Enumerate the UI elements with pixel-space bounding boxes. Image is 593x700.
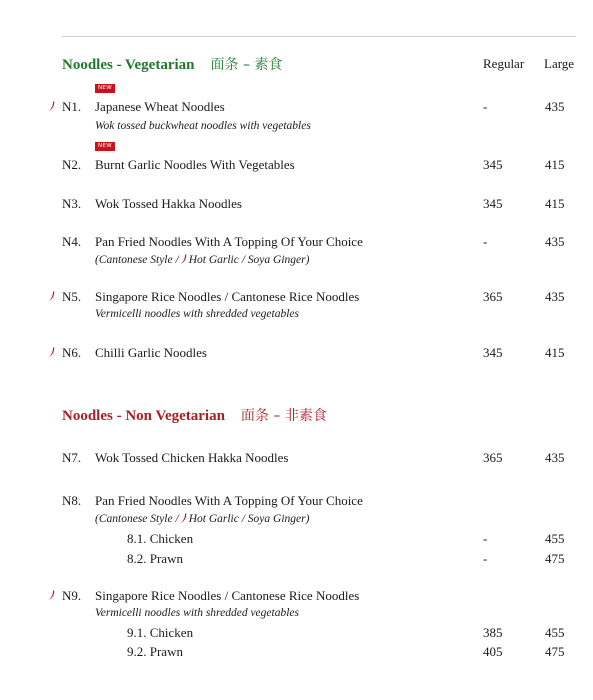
price-large: 415 — [545, 157, 565, 172]
price-large: 435 — [545, 450, 565, 465]
item-description — [95, 254, 309, 266]
new-badge: NEW — [95, 84, 115, 93]
item-name: Wok Tossed Hakka Noodles — [95, 196, 242, 211]
item-name: Pan Fried Noodles With A Topping Of Your Choice — [95, 234, 363, 249]
section-title-text: Noodles - Non Vegetarian — [62, 408, 225, 424]
price-large: 435 — [545, 234, 565, 249]
sub-item-label: 9.1. Chicken — [127, 625, 194, 640]
item-description: Wok tossed buckwheat noodles with vegetables — [95, 120, 311, 132]
new-badge: NEW — [95, 142, 115, 151]
price-regular: - — [483, 99, 488, 114]
chili-icon — [48, 347, 56, 357]
price-regular: 345 — [483, 345, 503, 360]
description-part: Hot Garlic / Soya Ginger) — [188, 513, 310, 525]
section-title-vegetarian — [62, 54, 282, 74]
item-description: Vermicelli noodles with shredded vegetables — [95, 607, 299, 619]
item-name: Singapore Rice Noodles / Cantonese Rice Noodles — [95, 289, 360, 304]
price-regular: 365 — [483, 289, 503, 304]
item-code: N1. — [62, 99, 82, 114]
item-description: Vermicelli noodles with shredded vegetables — [95, 308, 299, 320]
item-code: N3. — [62, 196, 82, 211]
item-code: N4. — [62, 234, 82, 249]
price-regular: 345 — [483, 196, 503, 211]
chili-icon — [48, 590, 56, 600]
sub-item-label: 9.2. Prawn — [127, 644, 183, 659]
price-regular: - — [483, 551, 488, 566]
price-large: 415 — [545, 345, 565, 360]
item-name: Burnt Garlic Noodles With Vegetables — [95, 157, 295, 172]
price-regular: - — [483, 531, 488, 546]
item-name: Singapore Rice Noodles / Cantonese Rice Noodles — [95, 588, 360, 603]
price-regular: - — [483, 234, 488, 249]
chili-icon — [180, 513, 188, 523]
sub-item-label: 8.1. Chicken — [127, 531, 194, 546]
price-regular: 365 — [483, 450, 503, 465]
item-code: N9. — [62, 588, 82, 603]
section-title-chinese: 面条 – 素食 — [210, 57, 283, 73]
chili-icon — [180, 254, 188, 264]
item-code: N2. — [62, 157, 82, 172]
chili-icon — [48, 101, 56, 111]
section-title-chinese: 面条 – 非素食 — [240, 408, 327, 424]
item-name: Wok Tossed Chicken Hakka Noodles — [95, 450, 289, 465]
item-code: N8. — [62, 493, 82, 508]
price-regular: 345 — [483, 157, 503, 172]
price-regular: 405 — [483, 644, 503, 659]
section-title-text: Noodles - Vegetarian — [62, 57, 195, 73]
item-code: N5. — [62, 289, 82, 304]
price-regular: 385 — [483, 625, 503, 640]
item-description — [95, 513, 309, 525]
column-header-regular: Regular — [483, 56, 525, 71]
price-large: 415 — [545, 196, 565, 211]
item-code: N7. — [62, 450, 82, 465]
item-name: Japanese Wheat Noodles — [95, 99, 225, 114]
description-part: (Cantonese Style / — [95, 513, 179, 525]
chili-icon — [48, 291, 56, 301]
description-part: Hot Garlic / Soya Ginger) — [188, 254, 310, 266]
item-name: Chilli Garlic Noodles — [95, 345, 207, 360]
price-large: 435 — [545, 289, 565, 304]
sub-item-label: 8.2. Prawn — [127, 551, 183, 566]
item-name: Pan Fried Noodles With A Topping Of Your Choice — [95, 493, 363, 508]
top-divider — [62, 36, 576, 37]
item-code: N6. — [62, 345, 82, 360]
section-title-non-vegetarian — [62, 405, 327, 425]
description-part: (Cantonese Style / — [95, 254, 179, 266]
price-large: 435 — [545, 99, 565, 114]
price-large: 455 — [545, 625, 565, 640]
price-large: 455 — [545, 531, 565, 546]
price-large: 475 — [545, 644, 565, 659]
price-large: 475 — [545, 551, 565, 566]
column-header-large: Large — [544, 56, 575, 71]
